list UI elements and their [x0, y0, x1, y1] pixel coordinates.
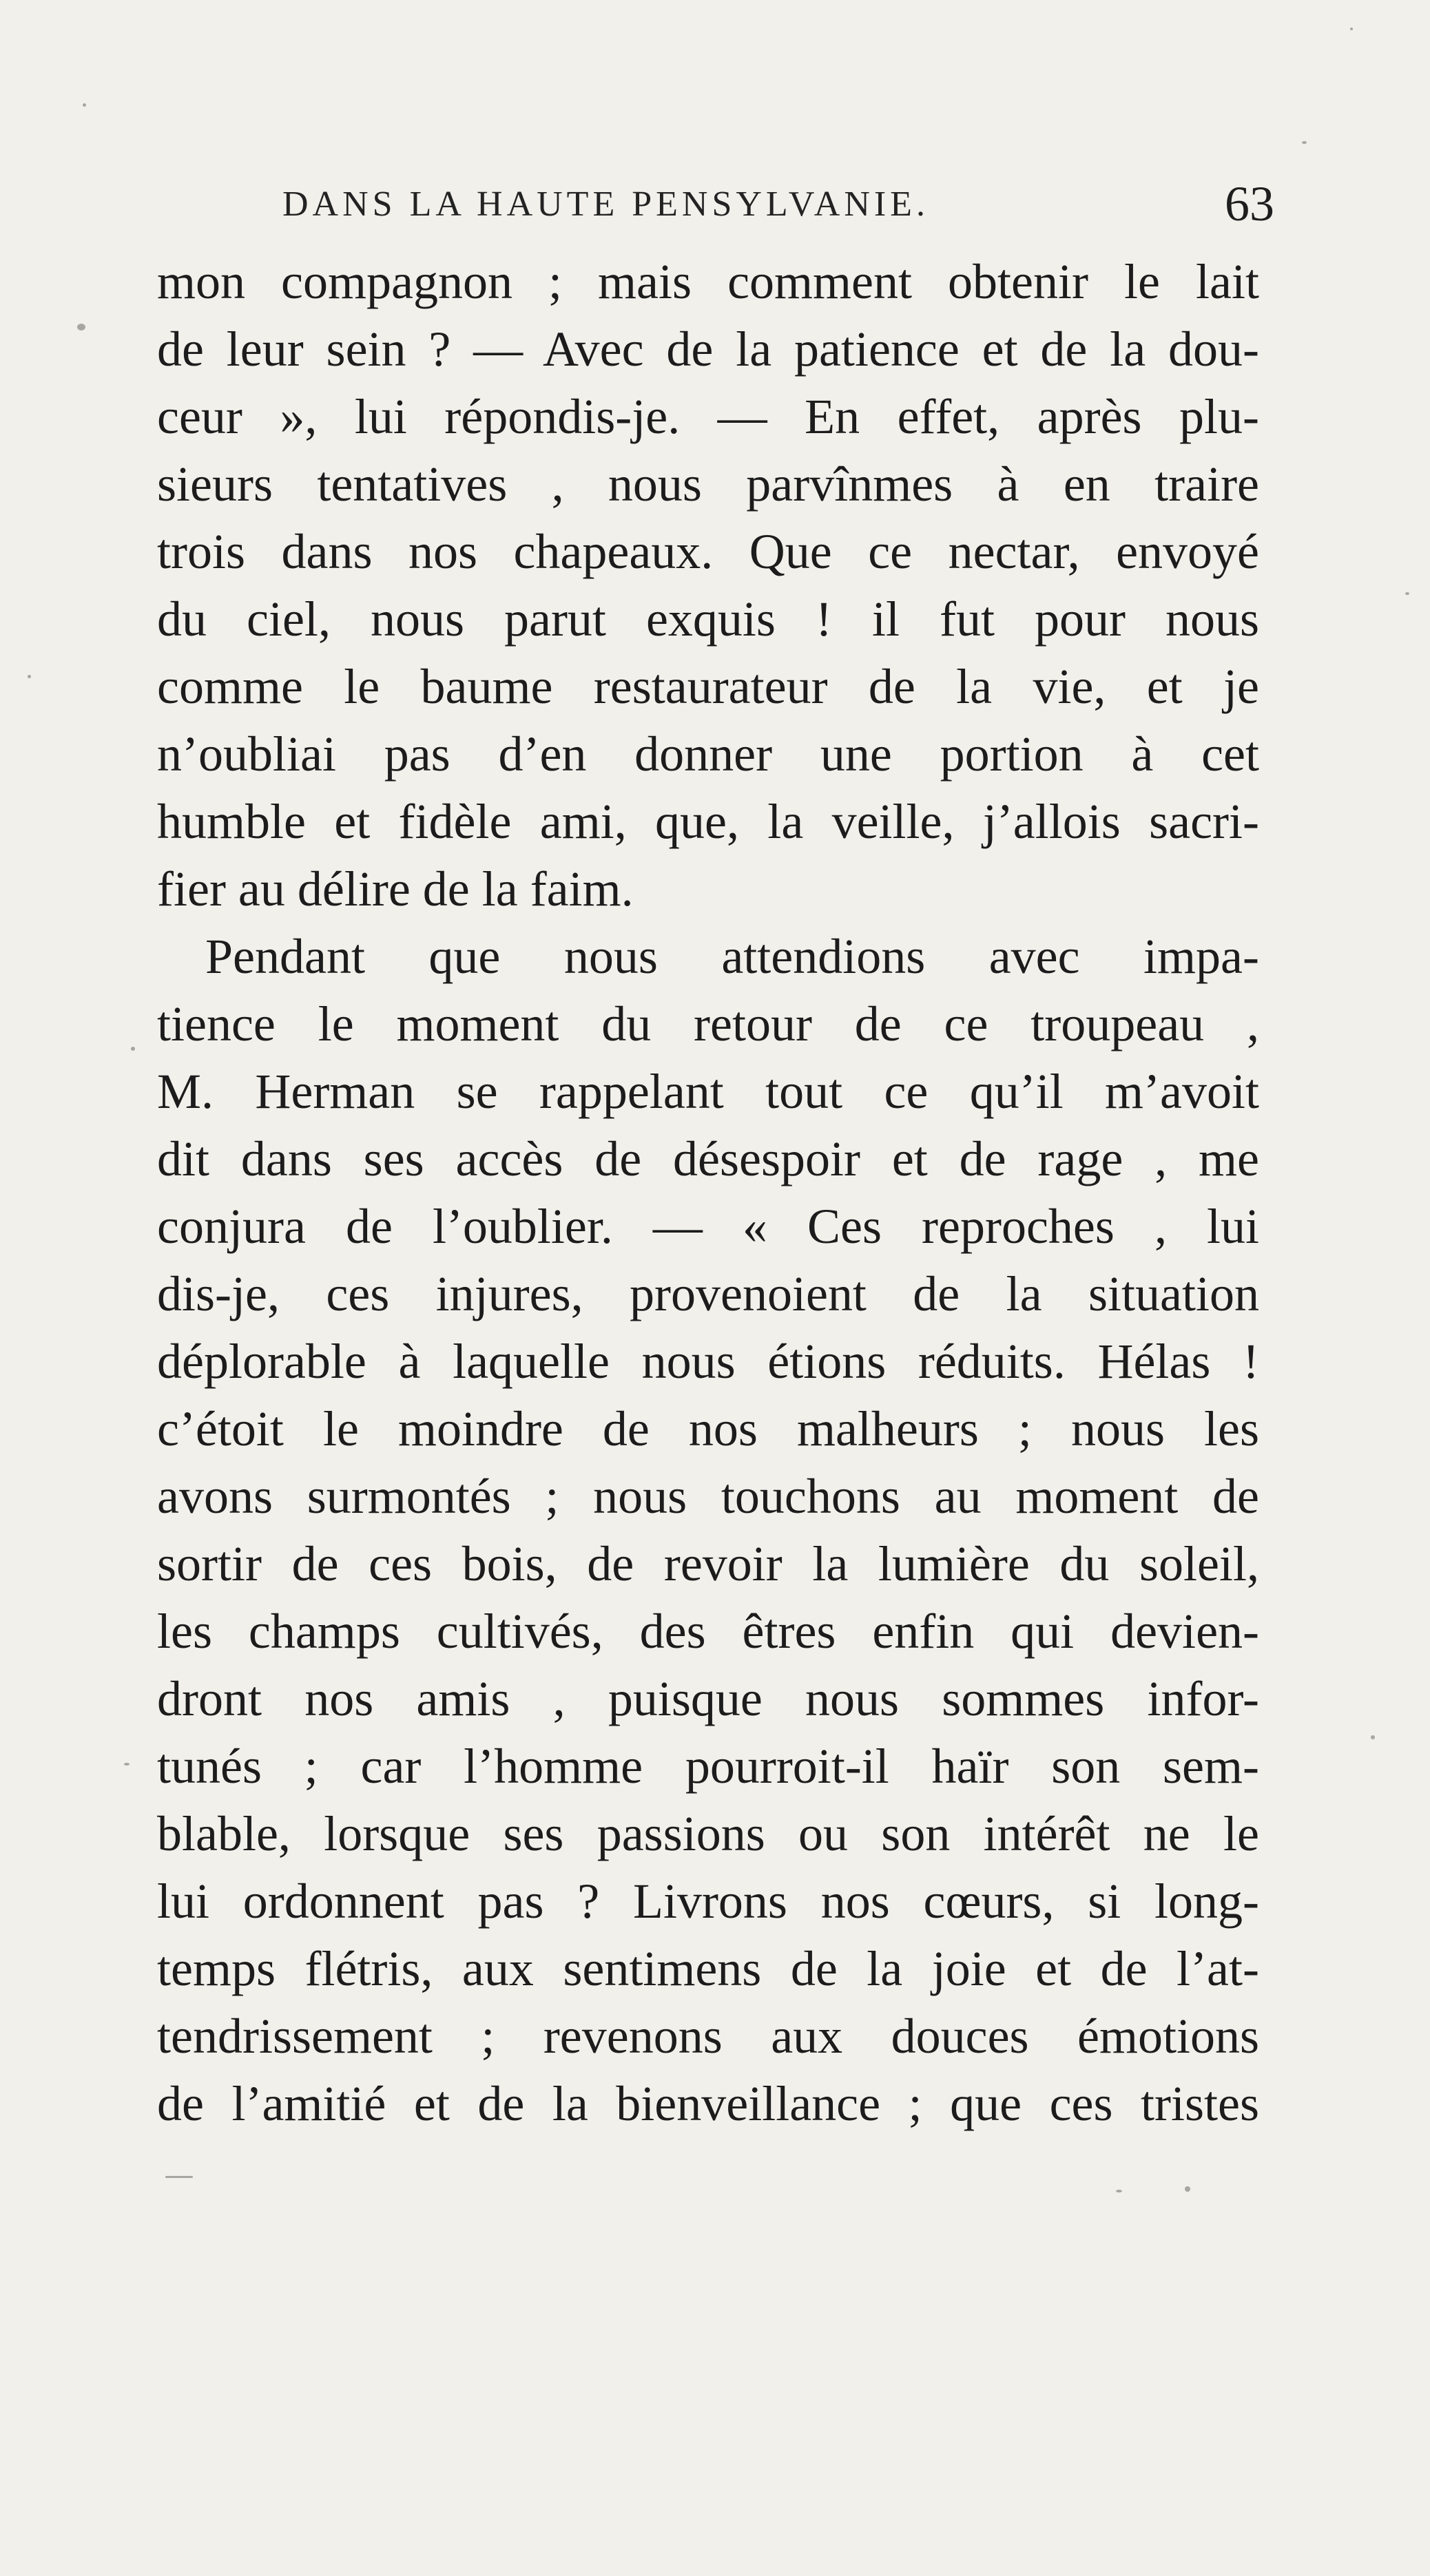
text-line: humble et fidèle ami, que, la veille, j’allois sacri- [157, 794, 1259, 849]
running-title: DANS LA HAUTE PENSYLVANIE. [282, 185, 929, 224]
paper-speck [1302, 141, 1307, 144]
text-line: lui ordonnent pas ? Livrons nos cœurs, si long- [157, 1874, 1259, 1929]
text-line: ceur », lui répondis-je. — En effet, après plu- [157, 389, 1259, 444]
paper-speck [83, 103, 86, 107]
text-line: de leur sein ? — Avec de la patience et de la dou- [157, 322, 1259, 377]
text-line: déplorable à laquelle nous étions réduits. Hélas ! [157, 1334, 1259, 1389]
text-line: tience le moment du retour de ce troupeau , [157, 996, 1259, 1051]
paper-speck [131, 1047, 135, 1051]
text-line: dis-je, ces injures, provenoient de la situation [157, 1266, 1259, 1321]
body-text [157, 248, 1259, 2137]
text-line: tunés ; car l’homme pourroit-il haïr son sem- [157, 1739, 1259, 1794]
text-line: comme le baume restaurateur de la vie, et je [157, 659, 1259, 714]
text-line: dit dans ses accès de désespoir et de rage , me [157, 1131, 1259, 1186]
paper-speck [1371, 1735, 1375, 1739]
page-number: 63 [1225, 176, 1274, 231]
text-line: de l’amitié et de la bienveillance ; que ces tristes [157, 2076, 1259, 2131]
paragraph [157, 248, 1259, 923]
paper-speck [1185, 2186, 1190, 2192]
text-line: M. Herman se rappelant tout ce qu’il m’avoit [157, 1064, 1259, 1119]
running-head [282, 176, 1274, 231]
text-line: avons surmontés ; nous touchons au moment de [157, 1469, 1259, 1524]
paper-speck [77, 324, 85, 331]
paragraph [157, 923, 1259, 2137]
text-line: blable, lorsque ses passions ou son intérêt ne le [157, 1806, 1259, 1861]
paper-speck [28, 675, 31, 678]
text-line: trois dans nos chapeaux. Que ce nectar, envoyé [157, 524, 1259, 579]
paper-speck [124, 1763, 129, 1766]
text-line: conjura de l’oublier. — « Ces reproches , lui [157, 1199, 1259, 1254]
text-line: tendrissement ; revenons aux douces émotions [157, 2009, 1259, 2064]
paper-speck [1350, 28, 1353, 30]
text-line: sieurs tentatives , nous parvînmes à en traire [157, 457, 1259, 512]
text-line: n’oubliai pas d’en donner une portion à cet [157, 726, 1259, 782]
text-line: sortir de ces bois, de revoir la lumière du soleil, [157, 1536, 1259, 1591]
text-line: du ciel, nous parut exquis ! il fut pour nous [157, 591, 1259, 647]
text-line: temps flétris, aux sentimens de la joie et de l’at- [157, 1941, 1259, 1996]
text-line: les champs cultivés, des êtres enfin qui devien- [157, 1604, 1259, 1659]
text-line: dront nos amis , puisque nous sommes infor- [157, 1671, 1259, 1726]
paper-speck [165, 2176, 193, 2178]
paper-speck [1405, 592, 1409, 595]
text-line: c’étoit le moindre de nos malheurs ; nous les [157, 1401, 1259, 1456]
text-line: fier au délire de la faim. [157, 861, 634, 917]
text-line: mon compagnon ; mais comment obtenir le lait [157, 254, 1259, 309]
text-line: Pendant que nous attendions avec impa- [205, 929, 1259, 984]
paper-speck [1116, 2190, 1122, 2192]
